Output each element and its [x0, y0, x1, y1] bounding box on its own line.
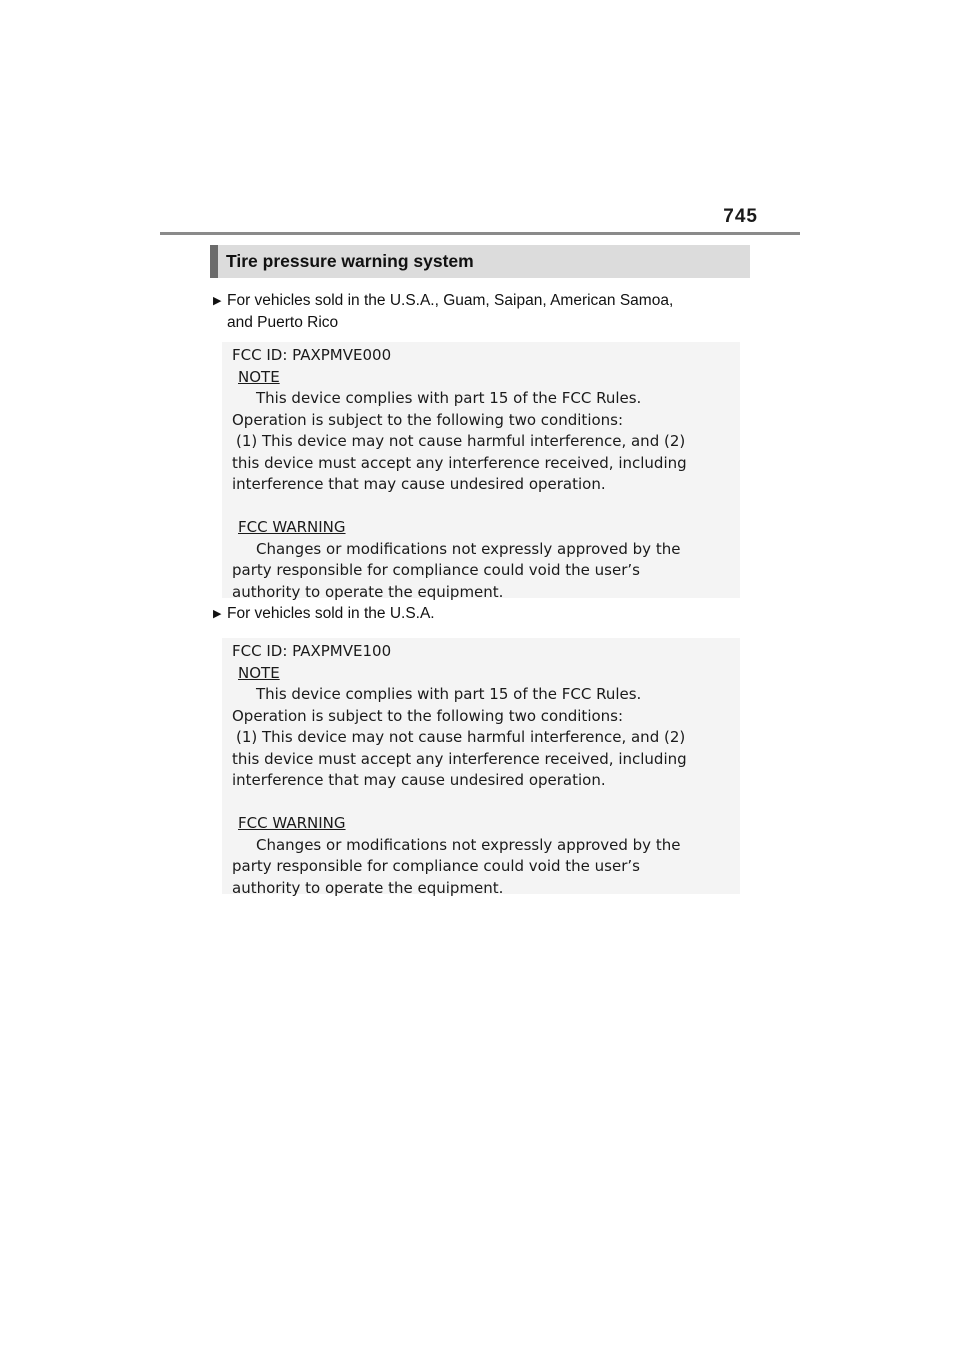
note-title: NOTE — [238, 663, 280, 682]
note-line: (1) This device may not cause harmful interference, and (2) — [236, 728, 686, 746]
bullet-text-line: and Puerto Rico — [227, 314, 339, 331]
note-line: Operation is subject to the following two conditions: — [232, 706, 624, 725]
note-line: interference that may cause undesired operation. — [232, 771, 606, 789]
bullet-arrow-icon: ▶ — [213, 608, 222, 620]
warning-line: party responsible for compliance could void the user’s — [232, 857, 640, 875]
note-line: this device must accept any interference received, including — [232, 749, 687, 768]
section-heading: Tire pressure warning system — [210, 245, 750, 278]
note-line: Operation is subject to the following two conditions: — [232, 410, 624, 429]
bullet-text-line: For vehicles sold in the U.S.A. — [227, 605, 435, 622]
warning-line: authority to operate the equipment. — [232, 878, 504, 897]
warning-title: FCC WARNING — [238, 518, 346, 536]
fcc-id: FCC ID: PAXPMVE100 — [232, 642, 392, 660]
header-rule — [160, 232, 800, 235]
warning-title: FCC WARNING — [238, 814, 346, 832]
note-line: this device must accept any interference received, including — [232, 453, 687, 472]
warning-line: Changes or modifications not expressly approved by the — [256, 835, 681, 854]
fcc-notice-panel — [222, 638, 740, 897]
warning-line: Changes or modifications not expressly approved by the — [256, 539, 681, 558]
note-line: (1) This device may not cause harmful interference, and (2) — [236, 432, 686, 450]
spacer — [232, 496, 732, 518]
note-line: This device complies with part 15 of the FCC Rules. — [256, 685, 642, 703]
note-title: NOTE — [238, 367, 280, 386]
fcc-id: FCC ID: PAXPMVE000 — [232, 346, 392, 364]
bullet-arrow-icon: ▶ — [213, 295, 222, 307]
warning-line: party responsible for compliance could void the user’s — [232, 561, 640, 579]
fcc-notice-panel — [222, 342, 740, 601]
page-number: 745 — [723, 206, 758, 227]
spacer — [232, 792, 732, 814]
warning-line: authority to operate the equipment. — [232, 582, 504, 601]
note-line: This device complies with part 15 of the FCC Rules. — [256, 389, 642, 407]
bullet-item — [213, 603, 435, 625]
bullet-text-line: For vehicles sold in the U.S.A., Guam, Saipan, American Samoa, — [227, 292, 674, 309]
note-line: interference that may cause undesired operation. — [232, 475, 606, 493]
bullet-item — [213, 290, 673, 334]
